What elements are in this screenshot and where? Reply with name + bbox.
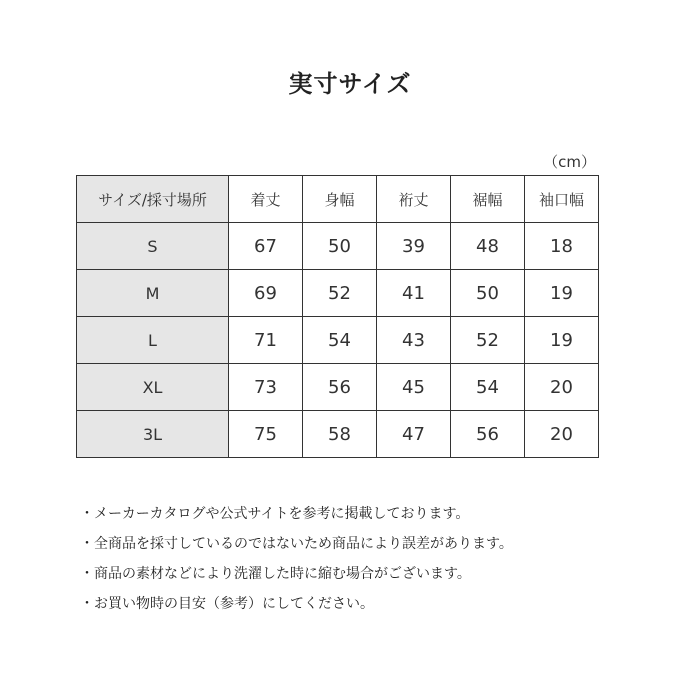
table-row <box>77 270 599 317</box>
header-size-measure-point: サイズ/採寸場所 <box>77 176 229 223</box>
page-title: 実寸サイズ <box>288 70 412 98</box>
size-label: XL <box>77 364 229 411</box>
table-cell: 52 <box>451 317 525 364</box>
table-cell: 48 <box>451 223 525 270</box>
table-cell: 18 <box>525 223 599 270</box>
size-label: 3L <box>77 411 229 458</box>
unit-label: （cm） <box>543 153 596 171</box>
table-cell: 56 <box>451 411 525 458</box>
table-cell: 41 <box>377 270 451 317</box>
table-header-row <box>77 176 599 223</box>
size-label: S <box>77 223 229 270</box>
header-length: 着丈 <box>229 176 303 223</box>
header-hem-width: 裾幅 <box>451 176 525 223</box>
size-label: M <box>77 270 229 317</box>
note-item: ・商品の素材などにより洗濯した時に縮む場合がございます。 <box>80 566 471 582</box>
table-cell: 67 <box>229 223 303 270</box>
table-cell: 45 <box>377 364 451 411</box>
table-row <box>77 223 599 270</box>
table-cell: 58 <box>303 411 377 458</box>
table-row <box>77 411 599 458</box>
table-cell: 71 <box>229 317 303 364</box>
note-item: ・お買い物時の目安（参考）にしてください。 <box>80 596 374 612</box>
table-cell: 19 <box>525 317 599 364</box>
size-label: L <box>77 317 229 364</box>
table-cell: 50 <box>451 270 525 317</box>
table-cell: 56 <box>303 364 377 411</box>
header-sleeve-length: 裄丈 <box>377 176 451 223</box>
table-cell: 47 <box>377 411 451 458</box>
table-row <box>77 317 599 364</box>
table-cell: 75 <box>229 411 303 458</box>
table-cell: 43 <box>377 317 451 364</box>
size-table <box>76 175 599 458</box>
note-item: ・全商品を採寸しているのではないため商品により誤差があります。 <box>80 536 513 552</box>
table-cell: 50 <box>303 223 377 270</box>
table-cell: 54 <box>303 317 377 364</box>
table-cell: 69 <box>229 270 303 317</box>
table-cell: 19 <box>525 270 599 317</box>
notes-list <box>80 504 680 624</box>
table-cell: 39 <box>377 223 451 270</box>
header-body-width: 身幅 <box>303 176 377 223</box>
table-cell: 20 <box>525 364 599 411</box>
table-cell: 52 <box>303 270 377 317</box>
table-cell: 73 <box>229 364 303 411</box>
table-row <box>77 364 599 411</box>
table-cell: 20 <box>525 411 599 458</box>
note-item: ・メーカーカタログや公式サイトを参考に掲載しております。 <box>80 506 470 522</box>
header-cuff-width: 袖口幅 <box>525 176 599 223</box>
table-cell: 54 <box>451 364 525 411</box>
